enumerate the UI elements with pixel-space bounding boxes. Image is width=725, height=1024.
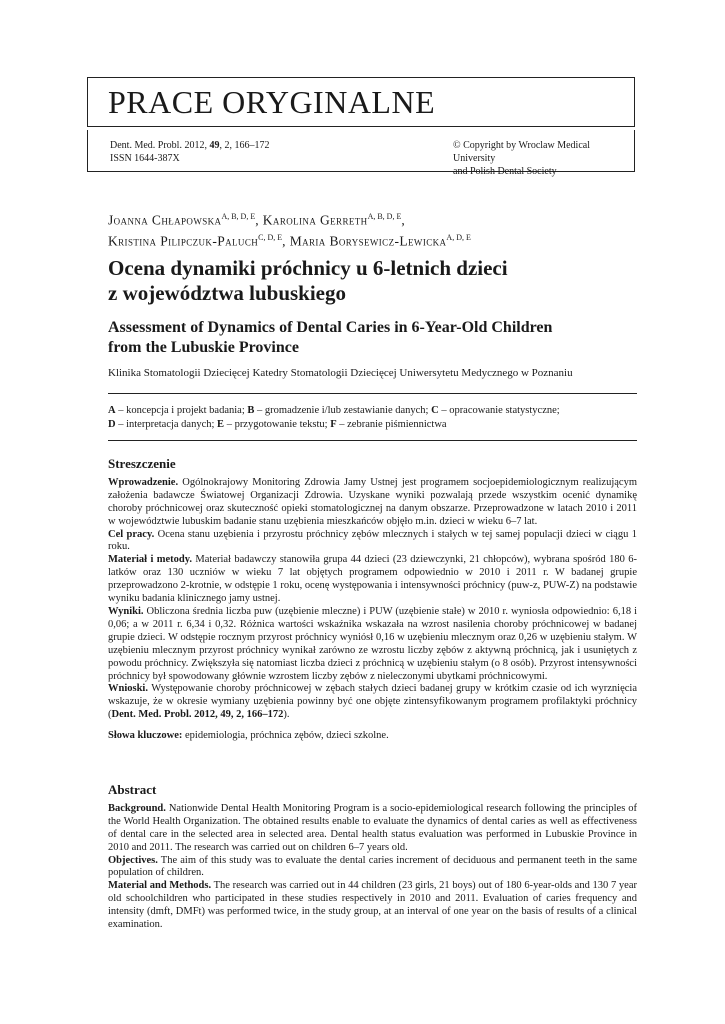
section-title: PRACE ORYGINALNE	[108, 84, 436, 120]
copyright-line-2: and Polish Dental Society	[453, 166, 557, 177]
methods-paragraph: Materiał i metody. Materiał badawczy stanowiła grupa 44 dzieci (23 dziewczynki, 21 chłopców), wybrana spośród 180 6-latków oraz 130 uczniów w wieku 7 lat objętych programem odpowiednio w 2010 i 2011 r. W badanej grupie przeprowadzono 2-krotnie, w odstępie 1 roku, ocenę występowania i intensywności próchnicy (puw-z, PUW-Z) na podstawie wyniku badania klinicznego jamy ustnej.	[108, 554, 637, 605]
citation-box	[87, 130, 635, 177]
methods-paragraph: Material and Methods. The research was carried out in 44 children (23 girls, 21 boys) out of 180 6-year-olds and 130 7 year old schoolchildren who participated in these studies respectively in 2010 and 2011. Evaluation of caries frequency and intensity (dmft, DMFt) was performed twice, in the study group, at an interval of one year on the basis of results of a clinical examination.	[108, 880, 638, 931]
citation-volume: 49	[209, 140, 220, 151]
keywords: Słowa kluczowe: epidemiologia, próchnica zębów, dzieci szkolne.	[108, 730, 389, 742]
author-list	[108, 208, 471, 249]
article-title-english: Assessment of Dynamics of Dental Caries in 6-Year-Old Children from the Lubuskie Province	[108, 319, 553, 356]
results-paragraph: Wyniki. Obliczona średnia liczba puw (uzębienie mleczne) i PUW (uzębienie stałe) w 2010 r. wyniosła odpowiednio: 6,18 i 0,06; a w 2011 r. 6,34 i 0,32. Różnica wartości wskaźnika wskazała na wzrost nasilenia choroby próchnicowej w badanej grupie dzieci. W odstępie rocznym przyrost próchnicy wyniósł 0,16 w uzębieniu mlecznym oraz 0,26 w uzębieniu stałym. W uzębieniu mlecznym przyrost próchnicy wynikał zarówno ze wzrostu liczby zębów z aktywną próchnicą, jak i usuniętych z powodu próchnicy. Zwiększyła się natomiast liczba dzieci z próchnicą w uzębieniu stałym (o 8 osób). Przyrost intensywności próchnicy był spowodowany głównie wzrostem liczby zębów z nieleczonymi ubytkami próchnicowymi.	[108, 605, 637, 682]
author-line-2: Kristina Pilipczuk-Paluch$^{C, D, E}$, Maria Borysewicz-Lewicka$^{A, D, E}$	[108, 232, 471, 248]
abstract-section	[108, 784, 637, 932]
author-name: Kristina Pilipczuk-Paluch	[108, 233, 259, 248]
author-contribution: A, B, D, E	[367, 212, 402, 221]
contribution-legend: A – koncepcja i projekt badania; B – gromadzenie i/lub zestawianie danych; C – opracowanie statystyczne; D – interpretacja danych; E – przygotowanie tekstu; F – zebranie piśmiennictwa	[108, 405, 560, 430]
author-contribution: C, D, E	[258, 232, 283, 242]
background-paragraph: Background. Nationwide Dental Health Monitoring Program is a socio-epidemiological research following the principles of the World Health Organization. The obtained results enable to evaluate the dynamics of dental caries as well as effectiveness of dental care in the selected area in selected area. Dental health status evaluation was performed in Lubuskie Province in 2010 and 2011. The research was carried out on children 6–7 years old.	[108, 802, 637, 853]
section-banner	[87, 77, 635, 127]
streszczenie-section	[108, 458, 637, 743]
author-name: Joanna Chłapowska	[108, 212, 222, 228]
conclusions-paragraph: Wnioski. Występowanie choroby próchnicowej w zębach stałych dzieci badanej grupy w krótkim czasie od ich wyrznięcia wskazuje, że w okresie wymiany uzębienia powinny być one objęte zintensyfikowanym programem profilaktyki próchnicy (Dent. Med. Probl. 2012, 49, 2, 166–172).	[108, 683, 637, 721]
copyright-line-1: © Copyright by Wroclaw Medical University	[453, 140, 590, 164]
objectives-paragraph: Objectives. The aim of this study was to evaluate the dental caries increment of deciduous and permanent teeth in the same population of children.	[108, 854, 637, 879]
aim-paragraph: Cel pracy. Ocena stanu uzębienia i przyrostu próchnicy zębów mlecznych i stałych w tej samej populacji dzieci w ciągu 1 roku.	[108, 528, 637, 553]
author-contribution: A, D, E	[446, 232, 471, 242]
article-title-polish: Ocena dynamiki próchnicy u 6-letnich dzieci z województwa lubuskiego	[108, 256, 508, 305]
citation-info	[110, 139, 269, 165]
author-contribution: A, B, D, E	[221, 212, 256, 221]
section-heading: Abstract	[108, 782, 157, 797]
author-name: Maria Borysewicz-Lewicka	[289, 233, 447, 248]
divider	[108, 440, 637, 441]
divider	[108, 393, 637, 394]
citation-line: Dent. Med. Probl. 2012, 49, 2, 166–172	[110, 140, 270, 151]
affiliation: Klinika Stomatologii Dziecięcej Katedry Stomatologii Dziecięcej Uniwersytetu Medycznego w Poznaniu	[108, 367, 573, 379]
issn: ISSN 1644-387X	[110, 153, 180, 164]
copyright-info	[453, 139, 634, 178]
section-heading: Streszczenie	[108, 456, 176, 471]
author-line-1: Joanna Chłapowska$^{A, B, D, E}$, Karolina Gerreth$^{A, B, D, E}$,	[108, 212, 406, 228]
intro-paragraph: Wprowadzenie. Ogólnokrajowy Monitoring Zdrowia Jamy Ustnej jest programem socjoepidemiologicznym realizującym założenia badawcze Światowej Organizacji Zdrowia. Uzyskane wyniki pozwalają przede wszystkim ocenić dynamikę choroby próchnicowej oraz skuteczność opieki stomatologicznej na danym obszarze. Przeprowadzone w latach 2010 i 2011 w województwie lubuskim badanie stanu uzębienia mieszkańców objęło m.in. dzieci w wieku 6–7 lat.	[108, 476, 637, 527]
author-name: Karolina Gerreth	[262, 212, 368, 228]
